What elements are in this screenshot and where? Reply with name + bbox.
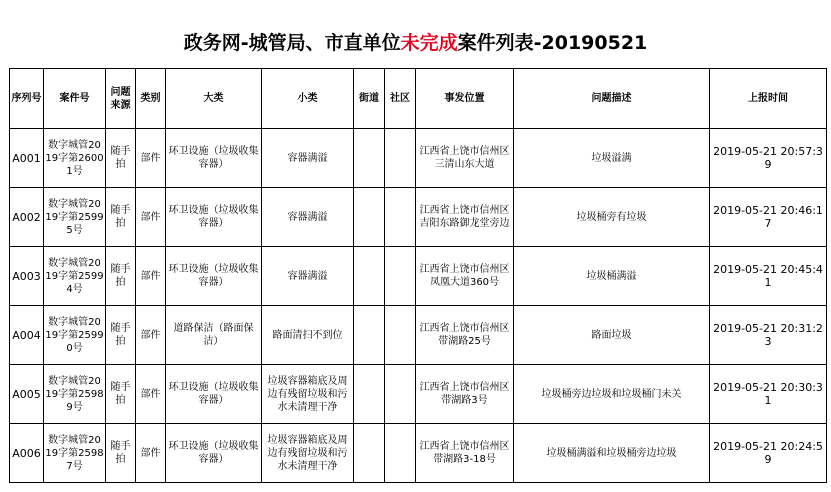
cell-case-no: 数字城管2019字第25990号	[44, 306, 106, 365]
cell-serial: A004	[10, 306, 44, 365]
cell-report-time: 2019-05-21 20:24:59	[710, 424, 827, 483]
cell-serial: A002	[10, 188, 44, 247]
header-cell: 问题来源	[106, 69, 136, 129]
cell-minor-class: 垃圾容器箱底及周边有残留垃圾和污水未清理干净	[262, 365, 354, 424]
cell-category: 部件	[136, 129, 166, 188]
header-cell: 问题描述	[514, 69, 710, 129]
header-cell: 类别	[136, 69, 166, 129]
title-suffix: 案件列表-20190521	[457, 32, 648, 54]
table-row	[10, 424, 827, 483]
cell-location: 江西省上饶市信州区带湖路3-18号	[416, 424, 514, 483]
header-cell: 小类	[262, 69, 354, 129]
cell-community	[385, 247, 416, 306]
cell-serial: A001	[10, 129, 44, 188]
cell-source: 随手拍	[106, 129, 136, 188]
title-prefix: 政务网-城管局、市直单位	[183, 32, 401, 54]
cell-category: 部件	[136, 188, 166, 247]
cell-minor-class: 路面清扫不到位	[262, 306, 354, 365]
cell-community	[385, 188, 416, 247]
cell-community	[385, 365, 416, 424]
cell-street	[354, 424, 385, 483]
cell-case-no: 数字城管2019字第25994号	[44, 247, 106, 306]
cell-community	[385, 306, 416, 365]
cell-minor-class: 容器满溢	[262, 247, 354, 306]
page-title	[0, 28, 831, 55]
header-cell: 案件号	[44, 69, 106, 129]
cell-location: 江西省上饶市信州区带湖路3号	[416, 365, 514, 424]
cell-street	[354, 365, 385, 424]
cell-source: 随手拍	[106, 188, 136, 247]
header-row	[10, 69, 827, 129]
title-highlight: 未完成	[400, 32, 458, 54]
header-cell: 事发位置	[416, 69, 514, 129]
cell-case-no: 数字城管2019字第25989号	[44, 365, 106, 424]
cell-report-time: 2019-05-21 20:46:17	[710, 188, 827, 247]
cell-report-time: 2019-05-21 20:45:41	[710, 247, 827, 306]
cell-major-class: 环卫设施（垃圾收集容器）	[166, 424, 262, 483]
table-row	[10, 247, 827, 306]
cell-case-no: 数字城管2019字第25995号	[44, 188, 106, 247]
cell-serial: A006	[10, 424, 44, 483]
cell-location: 江西省上饶市信州区吉阳东路御龙堂旁边	[416, 188, 514, 247]
cell-case-no: 数字城管2019字第26001号	[44, 129, 106, 188]
table-row	[10, 188, 827, 247]
cell-location: 江西省上饶市信州区三清山东大道	[416, 129, 514, 188]
cell-category: 部件	[136, 424, 166, 483]
cell-source: 随手拍	[106, 247, 136, 306]
cell-street	[354, 129, 385, 188]
cell-location: 江西省上饶市信州区带湖路25号	[416, 306, 514, 365]
cell-source: 随手拍	[106, 424, 136, 483]
cell-description: 垃圾溢满	[514, 129, 710, 188]
cell-community	[385, 129, 416, 188]
cell-report-time: 2019-05-21 20:31:23	[710, 306, 827, 365]
cell-report-time: 2019-05-21 20:30:31	[710, 365, 827, 424]
header-cell: 社区	[385, 69, 416, 129]
cell-category: 部件	[136, 247, 166, 306]
cell-major-class: 环卫设施（垃圾收集容器）	[166, 188, 262, 247]
cell-location: 江西省上饶市信州区凤凰大道360号	[416, 247, 514, 306]
cell-case-no: 数字城管2019字第25987号	[44, 424, 106, 483]
cell-source: 随手拍	[106, 365, 136, 424]
cell-category: 部件	[136, 365, 166, 424]
cell-serial: A005	[10, 365, 44, 424]
cell-description: 路面垃圾	[514, 306, 710, 365]
cell-minor-class: 容器满溢	[262, 129, 354, 188]
cell-major-class: 环卫设施（垃圾收集容器）	[166, 129, 262, 188]
cell-street	[354, 247, 385, 306]
cell-description: 垃圾桶旁边垃圾和垃圾桶门未关	[514, 365, 710, 424]
table-row	[10, 129, 827, 188]
cell-street	[354, 188, 385, 247]
cell-major-class: 道路保洁（路面保洁）	[166, 306, 262, 365]
table-row	[10, 306, 827, 365]
header-cell: 序列号	[10, 69, 44, 129]
header-cell: 上报时间	[710, 69, 827, 129]
case-table	[9, 68, 827, 483]
table-row	[10, 365, 827, 424]
cell-description: 垃圾桶旁有垃圾	[514, 188, 710, 247]
cell-minor-class: 垃圾容器箱底及周边有残留垃圾和污水未清理干净	[262, 424, 354, 483]
cell-street	[354, 306, 385, 365]
cell-community	[385, 424, 416, 483]
cell-serial: A003	[10, 247, 44, 306]
cell-description: 垃圾桶满溢	[514, 247, 710, 306]
cell-major-class: 环卫设施（垃圾收集容器）	[166, 365, 262, 424]
cell-source: 随手拍	[106, 306, 136, 365]
header-cell: 街道	[354, 69, 385, 129]
cell-description: 垃圾桶满溢和垃圾桶旁边垃圾	[514, 424, 710, 483]
cell-minor-class: 容器满溢	[262, 188, 354, 247]
cell-category: 部件	[136, 306, 166, 365]
cell-major-class: 环卫设施（垃圾收集容器）	[166, 247, 262, 306]
cell-report-time: 2019-05-21 20:57:39	[710, 129, 827, 188]
header-cell: 大类	[166, 69, 262, 129]
